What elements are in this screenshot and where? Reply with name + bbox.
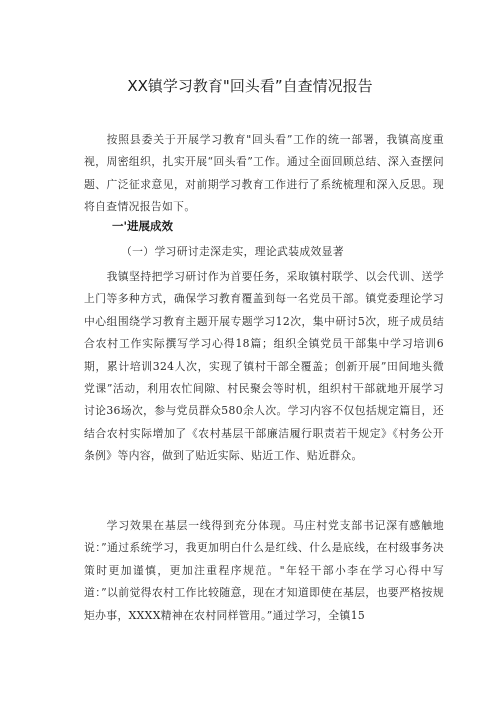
body-block-1 xyxy=(84,266,444,468)
body-paragraph-1: 我镇坚持把学习研讨作为首要任务，采取镇村联学、以会代训、送学上门等多种方式，确保学习教育覆盖到每一名党员干部。镇党委理论学习中心组围绕学习教育主题开展专题学习12次，集中研讨5次，班子成员结合农村工作实际撰写学习心得18篇；组织全镇党员干部集中学习培训6期，累计培训324人次，实现了镇村干部全覆盖；创新开展”田间地头微党课”活动，利用农忙间隙、村民聚会等时机，组织村干部就地开展学习讨论36场次，参与党员群众580余人次。学习内容不仅包括规定篇目，还结合农村实际增加了《农村基层干部廉洁履行职责若干规定》《村务公开条例》等内容，做到了贴近实际、贴近工作、贴近群众。 xyxy=(84,270,444,463)
body-block-2 xyxy=(84,515,444,627)
intro-paragraph: 按照县委关于开展学习教育"回头看”工作的统一部署，我镇高度重视，周密组织，扎实开展“回头看”工作。通过全面回顾总结、深入查摆问题、广泛征求意见，对前期学习教育工作进行了系统梳理和深入反思。现将自查情况报告如下。 xyxy=(84,133,444,214)
intro-block xyxy=(84,129,444,219)
subsection-heading: （一）学习研讨走深走实，理论武装成效显著 xyxy=(121,245,344,258)
body-paragraph-2: 学习效果在基层一线得到充分体现。马庄村党支部书记深有感触地说：”通过系统学习，我更加明白什么是红线、什么是底线，在村级事务决策时更加谨慎，更加注重程序规范。"年轻干部小李在学习心得中写道：”以前觉得农村工作比较随意，现在才知道即使在基层，也要严格按规矩办事，XXXX精神在农村同样管用。”通过学习，全镇15 xyxy=(84,519,444,622)
section-heading: 一'进展成效 xyxy=(112,219,174,233)
document-title: XX镇学习教育"回头看”自查情况报告 xyxy=(127,77,373,95)
